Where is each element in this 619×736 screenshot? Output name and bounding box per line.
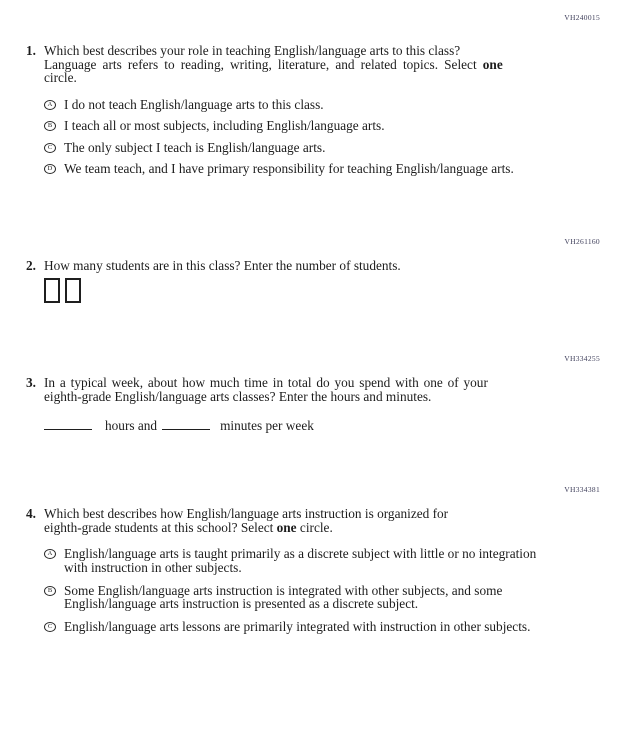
prompt-line: In a typical week, about how much time in total do you spend with one of your	[44, 375, 488, 390]
answer-bubble-a[interactable]: A	[44, 549, 56, 559]
question-4	[26, 486, 600, 643]
prompt-line: eighth-grade English/language arts classes? Enter the hours and minutes.	[44, 388, 432, 404]
question-3	[26, 355, 600, 434]
answer-bubble-c[interactable]: C	[44, 622, 56, 632]
student-count-entry	[44, 278, 600, 303]
hours-blank[interactable]	[44, 417, 92, 430]
option-label: We team teach, and I have primary responsibility for teaching English/language arts.	[64, 161, 514, 176]
digit-box-ones[interactable]	[65, 278, 81, 303]
question-1	[26, 14, 600, 184]
question-3-number: 3.	[26, 375, 36, 390]
answer-bubble-b[interactable]: B	[44, 121, 56, 131]
option-label: Some English/language arts instruction is integrated with other subjects, and some English/language arts instruction is presented as a discrete subject.	[64, 582, 503, 611]
question-3-prompt	[44, 376, 600, 403]
minutes-label: minutes per week	[220, 418, 314, 433]
answer-bubble-a[interactable]: A	[44, 100, 56, 110]
option-label: I teach all or most subjects, including English/language arts.	[64, 118, 385, 133]
question-3-accession-code: VH334255	[564, 354, 600, 363]
question-2-accession-code: VH261160	[564, 236, 600, 246]
answer-bubble-c[interactable]: C	[44, 143, 56, 153]
question-2	[26, 238, 600, 304]
answer-bubble-d[interactable]: D	[44, 164, 56, 174]
prompt-line: eighth-grade students at this school? Select one circle.	[44, 519, 333, 535]
option-label: English/language arts is taught primarily as a discrete subject with little or no integration with instruction in other subjects.	[64, 546, 537, 575]
hours-label: hours and	[105, 418, 158, 433]
option-row-b	[44, 119, 600, 133]
option-row-a	[44, 547, 600, 574]
option-label: The only subject I teach is English/language arts.	[64, 139, 326, 155]
question-1-number: 1.	[26, 43, 36, 58]
hours-minutes-entry	[44, 417, 600, 434]
option-row-d	[44, 162, 600, 176]
question-1-prompt	[44, 44, 600, 85]
prompt-line: How many students are in this class? Enter the number of students.	[44, 257, 401, 273]
prompt-line: Which best describes your role in teaching English/language arts to this class?	[44, 43, 461, 58]
question-4-prompt	[44, 507, 600, 534]
option-label: I do not teach English/language arts to this class.	[64, 96, 324, 112]
prompt-line: circle.	[44, 70, 77, 85]
digit-box-tens[interactable]	[44, 278, 60, 303]
question-1-accession-code: VH240015	[564, 13, 600, 22]
option-row-b	[44, 584, 600, 611]
question-4-number: 4.	[26, 506, 36, 521]
question-4-accession-code: VH334381	[564, 485, 600, 494]
minutes-blank[interactable]	[162, 417, 210, 430]
option-row-c	[44, 620, 600, 634]
answer-bubble-b[interactable]: B	[44, 586, 56, 596]
question-4-options	[44, 547, 600, 634]
question-2-prompt	[44, 259, 600, 273]
prompt-line: Language arts refers to reading, writing, literature, and related topics. Select one	[44, 56, 503, 72]
option-row-c	[44, 141, 600, 155]
prompt-line: Which best describes how English/language arts instruction is organized for	[44, 506, 449, 521]
question-1-options	[44, 98, 600, 176]
option-row-a	[44, 98, 600, 112]
option-label: English/language arts lessons are primarily integrated with instruction in other subjects.	[64, 619, 531, 634]
question-2-number: 2.	[26, 257, 36, 273]
